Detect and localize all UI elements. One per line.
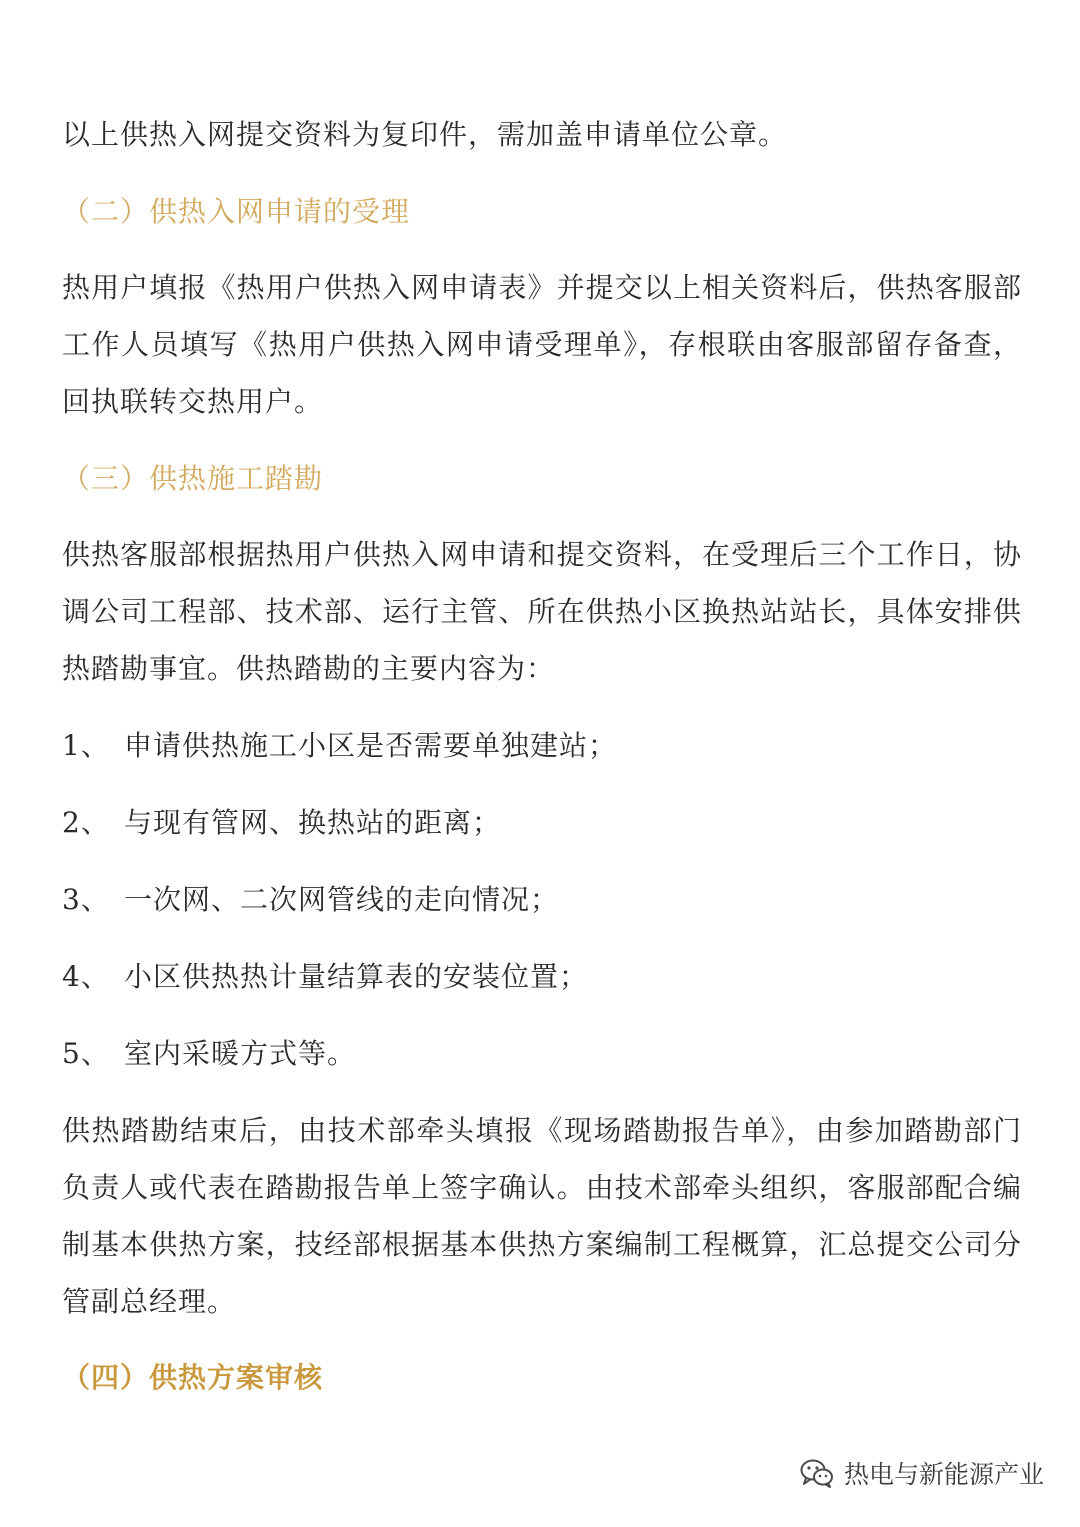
wechat-icon [800,1458,834,1488]
list-item-number: 4、 [62,960,110,993]
list-item-number: 1、 [62,729,110,762]
list-item [62,803,1022,843]
list-item-text: 申请供热施工小区是否需要单独建站； [124,729,618,762]
list-item-number: 5、 [62,1037,110,1070]
watermark-text: 热电与新能源产业 [843,1460,1044,1489]
section-2-body: 热用户填报《热用户供热入网申请表》并提交以上相关资料后，供热客服部工作人员填写《热用户供热入网申请受理单》，存根联由客服部留存备查，回执联转交热用户。 [62,271,1022,418]
section-4-heading: （四）供热方案审核 [62,1361,324,1394]
list-item-text: 一次网、二次网管线的走向情况； [124,883,560,916]
list-item-number: 3、 [62,883,110,916]
intro-paragraph: 以上供热入网提交资料为复印件，需加盖申请单位公章。 [62,118,788,151]
watermark [800,1455,1044,1491]
list-item-text: 室内采暖方式等。 [124,1037,357,1070]
list-item [62,957,1022,997]
list-item [62,880,1022,920]
list-item [62,726,1022,766]
list-item-text: 与现有管网、换热站的距离； [124,806,502,839]
section-2-heading: （二）供热入网申请的受理 [62,195,411,228]
list-item-number: 2、 [62,806,110,839]
list-item-text: 小区供热热计量结算表的安装位置； [124,960,589,993]
section-3-heading: （三）供热施工踏勘 [62,462,324,495]
section-3-closing: 供热踏勘结束后，由技术部牵头填报《现场踏勘报告单》，由参加踏勘部门负责人或代表在踏勘报告单上签字确认。由技术部牵头组织，客服部配合编制基本供热方案，技经部根据基本供热方案编制工程概算，汇总提交公司分管副总经理。 [62,1114,1022,1318]
section-3-body: 供热客服部根据热用户供热入网申请和提交资料，在受理后三个工作日，协调公司工程部、技术部、运行主管、所在供热小区换热站站长，具体安排供热踏勘事宜。供热踏勘的主要内容为： [62,538,1022,685]
list-item [62,1034,1022,1074]
